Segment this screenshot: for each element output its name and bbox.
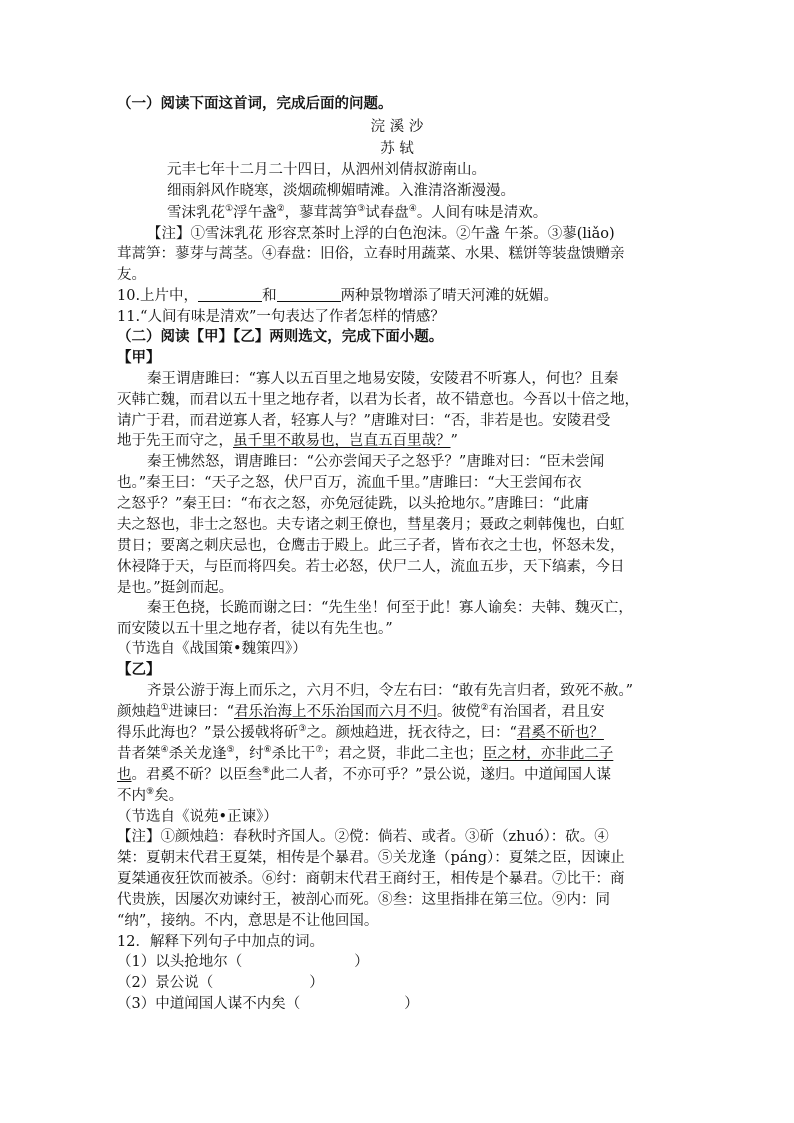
yi-seg: 有治国者，君且安 [488,704,605,720]
footnote-marker: ⑧ [262,766,271,777]
question-10 [117,286,558,306]
footnote-marker: ⑤ [226,745,235,756]
poem-title: 浣 溪 沙 [370,119,424,135]
question-12-item [117,973,324,993]
part2-heading: （二）阅读【甲】【乙】两则选文，完成下面小题。 [117,328,444,345]
poem-verse-1: 细雨斜风作晓寒，淡烟疏柳媚晴滩。入淮清洛渐漫漫。 [167,183,515,199]
yi-seg: 得乐此海也？”景公援戟将斫 [117,725,299,741]
yi-source: （节选自《说苑•正谏》） [117,809,278,825]
yi-seg: 杀关龙逢 [168,746,227,762]
question-12-stem: 12．解释下列句子中加点的词。 [117,934,324,950]
jia-line: 贯日；要离之刺庆忌也，仓鹰击于殿上。此三子者，皆布衣之士也，怀怒未发， [117,538,625,554]
jia-line: 秦王怫然怒，谓唐雎曰：“公亦尝闻天子之怒乎？”唐雎对曰：“臣未尝闻 [147,454,605,470]
yi-line [117,744,613,764]
q12-text: ） [309,975,324,991]
yi-note-line: 夏桀通夜狂饮而被杀。⑥纣：商朝末代君王商纣王，相传是个暴君。⑦比干：商 [117,871,625,887]
verse-seg: 。人间有味是清欢。 [416,205,548,221]
underlined-sentence: 君奚不斫也？ [516,725,604,741]
footnote-marker: ① [225,204,234,215]
yi-line: 齐景公游于海上而乐之，六月不归，令左右曰：“敢有先言归者，致死不赦。” [147,683,634,699]
poem-author: 苏 轼 [380,141,414,157]
passage-jia-label: 【甲】 [117,349,161,366]
jia-line: 请广于君，而君逆寡人者，轻寡人与？”唐雎对曰：“否，非若是也。安陵君受 [117,413,611,429]
footnote-marker: ② [276,204,285,215]
jia-line [117,431,458,451]
footnote-marker: ① [160,703,169,714]
jia-line: 休祲降于天，与臣而将四矣。若士必怒，伏尸二人，流血五步，天下缟素，今日 [117,559,625,575]
part1-heading: （一）阅读下面这首词，完成后面的问题。 [117,95,393,112]
q12-text: （2）景公说（ [117,975,214,991]
footnote-marker: ⑥ [263,745,272,756]
yi-line [117,786,183,806]
jia-line: 秦王谓唐雎曰：“寡人以五百里之地易安陵，安陵君不听寡人，何也？且秦 [147,371,619,387]
q12-text: （3）中道闻国人谋不内矣（ [117,996,301,1012]
jia-line: 秦王色挠，长跪而谢之曰：“先生坐！何至于此！寡人谕矣：夫韩、魏灭亡， [147,600,633,616]
yi-note-line: 【注】①颜烛趋：春秋时齐国人。②傥：倘若、或者。③斫（zhuó）：砍。④ [117,829,609,845]
q10-text: 和 [262,288,277,304]
footnote-marker: ③ [357,204,366,215]
jia-line: 也。”秦王曰：“天子之怒，伏尸百万，流血千里。”唐雎曰：“大王尝闻布衣 [117,475,582,491]
poem-preface: 元丰七年十二月二十四日，从泗州刘倩叔游南山。 [167,162,486,178]
underlined-sentence: 君乐治海上不乐治国而六月不归 [234,704,437,720]
jia-line: 而安陵以五十里之地存者，徒以有先生也。” [117,621,393,637]
passage-yi-label: 【乙】 [117,661,161,678]
underlined-sentence: 臣之材，亦非此二子 [482,746,614,762]
yi-line [117,765,611,785]
yi-seg: ，纣 [234,746,264,762]
q12-text: （1）以头抢地尔（ [117,954,243,970]
q12-text: ） [354,954,369,970]
jia-line: 夫之怒也，非士之怒也。夫专诸之刺王僚也，彗星袭月；聂政之刺韩傀也，白虹 [117,517,625,533]
yi-seg: 不内 [117,788,146,804]
poem-note-line: 友。 [117,267,146,283]
yi-seg: 之。颜烛趋进，抚衣待之，曰：“ [306,725,517,741]
q10-text: 10.上片中， [117,288,199,304]
footnote-marker: ④ [160,745,169,756]
yi-seg: 杀比干 [271,746,316,762]
footnote-marker: ② [480,703,489,714]
footnote-marker: ④ [408,204,417,215]
yi-seg: 进谏曰：“ [168,704,234,720]
footnote-marker: ⑨ [146,787,155,798]
yi-line [117,723,604,743]
yi-seg: 颜烛趋 [117,704,161,720]
yi-note-line: “纳”，接纳。不内，意思是不让他回国。 [117,913,379,929]
yi-line [117,702,605,722]
yi-note-line: 桀：夏朝末代君王夏桀，相传是个暴君。⑤关龙逢（páng）：夏桀之臣，因谏止 [117,850,625,866]
question-12-item [117,994,419,1014]
poem-note-line: 茸蒿笋：蓼芽与蒿茎。④春盘：旧俗，立春时用蔬菜、水果、糕饼等装盘馈赠亲 [117,246,625,262]
question-12-item [117,952,369,972]
yi-seg: 。君奚不斫？以臣叁 [131,767,262,783]
yi-seg: 昔者桀 [117,746,161,762]
underlined-sentence: 也 [117,767,132,783]
verse-seg: 雪沫乳花 [167,205,225,221]
jia-seg: 地于先王而守之， [117,433,233,449]
poem-note-line: 【注】①雪沫乳花 形容烹茶时上浮的白色泡沫。②午盏 午茶。③蓼(liǎo) [147,226,615,242]
q10-text: 两种景物增添了晴天河滩的妩媚。 [340,288,559,304]
jia-line: 灭韩亡魏，而君以五十里之地存者，以君为长者，故不错意也。今吾以十倍之地， [117,392,639,408]
yi-seg: ；君之贤，非此二主也； [323,746,483,762]
jia-seg: ” [450,433,458,449]
verse-seg: 浮午盏 [233,205,277,221]
yi-seg: 矣。 [154,788,184,804]
verse-seg: 试春盘 [365,205,409,221]
verse-seg: ，蓼茸蒿笋 [284,205,358,221]
yi-note-line: 代贵族，因屡次劝谏纣王，被剖心而死。⑧叁：这里指排在第三位。⑨内：同 [117,892,610,908]
q12-text: ） [404,996,419,1012]
answer-blank[interactable] [198,288,262,302]
footnote-marker: ⑦ [315,745,324,756]
yi-seg: 。彼傥 [437,704,481,720]
yi-seg: 此二人者，不亦可乎？”景公说，遂归。中道闻国人谋 [270,767,611,783]
poem-verse-2 [167,203,547,223]
underlined-sentence: 虽千里不敢易也，岂直五百里哉？ [233,433,451,449]
jia-source: （节选自《战国策•魏策四》） [117,641,307,657]
answer-blank[interactable] [277,288,341,302]
jia-line: 是也。”挺剑而起。 [117,580,234,596]
question-11: 11.“人间有味是清欢”一句表达了作者怎样的情感？ [117,309,445,325]
footnote-marker: ③ [298,724,307,735]
jia-line: 之怒乎？”秦王曰：“布衣之怒，亦免冠徒跣，以头抢地尔。”唐雎曰：“此庸 [117,496,589,512]
